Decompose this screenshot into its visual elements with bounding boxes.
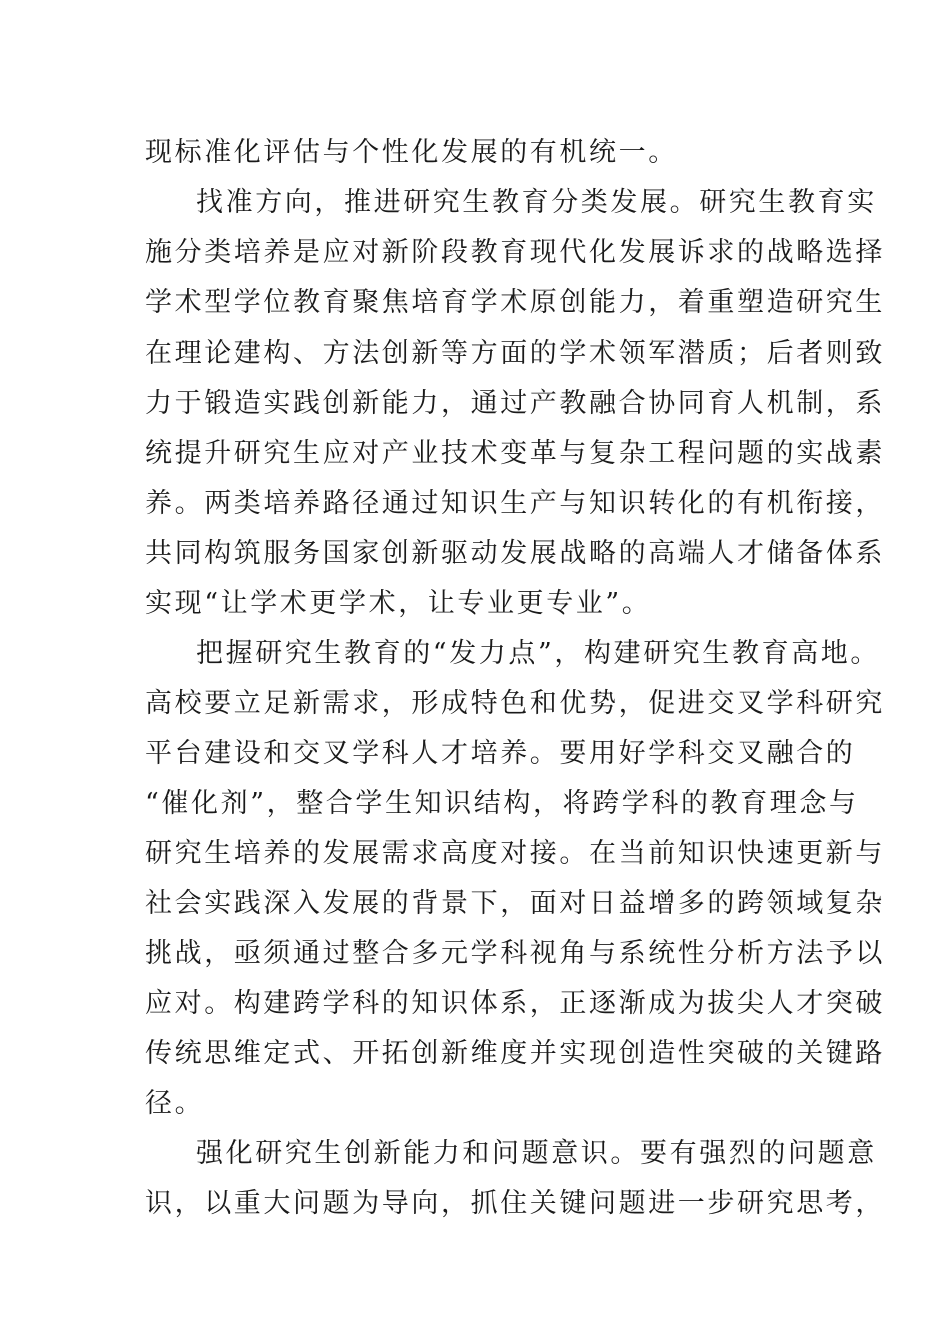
text-line: 径。	[145, 1088, 205, 1119]
text-line: 实现“让学术更学术，让专业更专业”。	[145, 588, 652, 619]
text-line: 学术型学位教育聚焦培育学术原创能力，着重塑造研究生	[145, 287, 885, 318]
text-line: 识，以重大问题为导向，抓住关键问题进一步研究思考，	[145, 1188, 885, 1219]
text-line: 共同构筑服务国家创新驱动发展战略的高端人才储备体系	[145, 538, 885, 569]
paragraph-start-line: 找准方向，推进研究生教育分类发展。研究生教育实	[196, 187, 877, 218]
text-line: 统提升研究生应对产业技术变革与复杂工程问题的实战素	[145, 438, 885, 469]
text-line: 现标准化评估与个性化发展的有机统一。	[145, 137, 678, 168]
text-line: “催化剂”，整合学生知识结构，将跨学科的教育理念与	[145, 788, 859, 819]
text-line: 高校要立足新需求，形成特色和优势，促进交叉学科研究	[145, 688, 885, 719]
text-line: 社会实践深入发展的背景下，面对日益增多的跨领域复杂	[145, 888, 885, 919]
text-line: 养。两类培养路径通过知识生产与知识转化的有机衔接，	[145, 488, 885, 519]
text-line: 挑战，亟须通过整合多元学科视角与系统性分析方法予以	[145, 938, 885, 969]
text-line: 传统思维定式、开拓创新维度并实现创造性突破的关键路	[145, 1038, 885, 1069]
text-line: 平台建设和交叉学科人才培养。要用好学科交叉融合的	[145, 738, 856, 769]
text-line: 在理论建构、方法创新等方面的学术领军潜质；后者则致	[145, 338, 885, 369]
text-line: 应对。构建跨学科的知识体系，正逐渐成为拔尖人才突破	[145, 988, 885, 1019]
paragraph-start-line: 强化研究生创新能力和问题意识。要有强烈的问题意	[196, 1138, 877, 1169]
paragraph-start-line: 把握研究生教育的“发力点”，构建研究生教育高地。	[196, 638, 881, 669]
text-line: 研究生培养的发展需求高度对接。在当前知识快速更新与	[145, 838, 885, 869]
text-line: 施分类培养是应对新阶段教育现代化发展诉求的战略选择	[145, 237, 885, 268]
text-line: 力于锻造实践创新能力，通过产教融合协同育人机制，系	[145, 388, 885, 419]
